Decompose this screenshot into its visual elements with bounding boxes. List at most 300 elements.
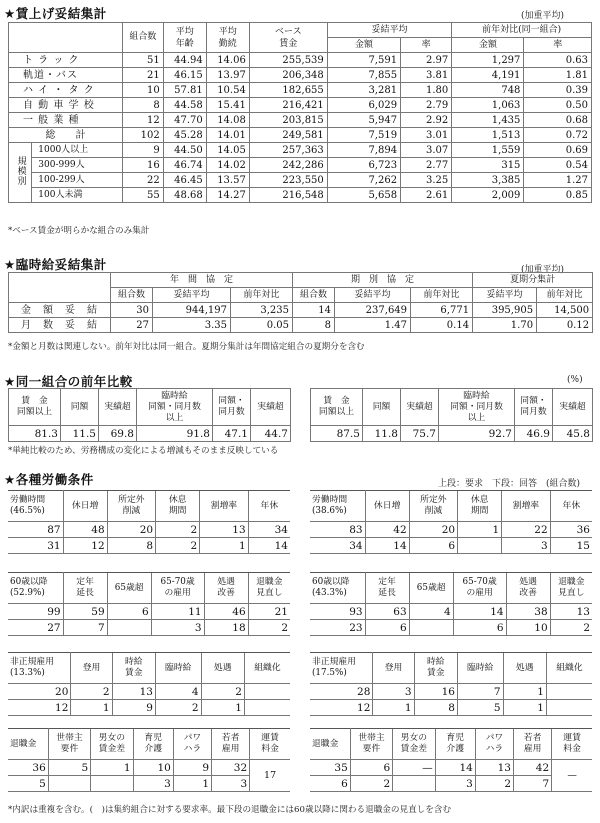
column-header: 休息 期間	[458, 491, 502, 522]
table-cell: 944,197	[153, 303, 231, 318]
section-wage-title: ★賃上げ妥結集計	[4, 6, 107, 21]
column-header: 退職金	[8, 729, 48, 760]
conditions-t2-left	[8, 572, 290, 636]
table-cell: —	[393, 760, 435, 776]
table-cell: 2.97	[401, 53, 452, 68]
table-cell	[48, 776, 90, 792]
table-cell: 22	[502, 522, 550, 538]
column-header: 実績超	[251, 389, 291, 426]
table-cell: 3,235	[231, 303, 293, 318]
table-row	[311, 389, 593, 426]
table-cell: 9	[173, 760, 211, 776]
table-row	[9, 389, 291, 426]
table-cell: 21	[123, 68, 164, 83]
table-cell: 14	[248, 538, 290, 554]
column-header: 臨時給	[457, 653, 503, 684]
table-cell: 14	[453, 604, 506, 620]
table-cell: 3	[435, 776, 475, 792]
table-cell: 2.79	[401, 98, 452, 113]
table-row	[8, 684, 290, 700]
table-cell: 12	[8, 700, 71, 716]
table-cell: 57.81	[163, 83, 206, 98]
table-cell: 223,550	[249, 173, 327, 188]
section-compare-unit: (%)	[567, 375, 583, 385]
column-header: 前年対比	[231, 288, 293, 303]
table-row	[9, 426, 291, 442]
compare-table-left	[8, 388, 291, 442]
table-cell: 27	[111, 318, 153, 333]
table-cell: 9	[123, 143, 164, 158]
table-cell: 182,655	[249, 83, 327, 98]
table-cell: 249,581	[249, 128, 327, 143]
table-cell: 6,029	[327, 98, 400, 113]
table-cell: 13	[112, 684, 155, 700]
table-row	[8, 776, 290, 792]
table-cell: 91.8	[137, 426, 213, 442]
table-cell: 16	[123, 158, 164, 173]
table-cell	[91, 776, 133, 792]
table-cell: 1.47	[335, 318, 411, 333]
column-header: 65-70歳 の雇用	[453, 573, 506, 604]
table-cell: 12	[123, 113, 164, 128]
table-cell: 0.63	[524, 53, 592, 68]
table-cell: 8	[414, 700, 457, 716]
table-cell	[458, 538, 502, 554]
table-cell: 2.61	[401, 188, 452, 203]
table-cell: 10.54	[206, 83, 249, 98]
table-cell: 14.01	[206, 128, 249, 143]
column-header: 運賃 料金	[552, 729, 592, 760]
table-cell: 47.70	[163, 113, 206, 128]
table-cell: 14	[293, 303, 335, 318]
column-header: 割増率	[502, 491, 550, 522]
column-header: 同額	[363, 389, 401, 426]
column-header: パワ ハラ	[173, 729, 211, 760]
table-cell: 36	[8, 760, 48, 776]
table-cell	[409, 620, 453, 636]
table-cell: 31	[8, 538, 63, 554]
table-cell: 1	[201, 700, 244, 716]
table-cell: 7	[457, 684, 503, 700]
table-cell: 315	[452, 158, 524, 173]
table-cell: 28	[310, 684, 373, 700]
table-cell: 13	[200, 522, 248, 538]
table-cell: 48	[63, 522, 107, 538]
table-cell: 7,591	[327, 53, 400, 68]
table-cell: 0.12	[537, 318, 593, 333]
table-cell: 3.07	[401, 143, 452, 158]
table-cell: 203,815	[249, 113, 327, 128]
table-cell: 748	[452, 83, 524, 98]
table-cell	[393, 776, 435, 792]
row-label: 300-999人	[32, 158, 123, 173]
column-header: 定年 延長	[365, 573, 409, 604]
table-cell: 3	[373, 684, 414, 700]
table-cell: 7,855	[327, 68, 400, 83]
column-header: 男女の 賃金差	[91, 729, 133, 760]
table-cell	[546, 700, 592, 716]
table-cell: 0.50	[524, 98, 592, 113]
table-cell: 34	[310, 538, 365, 554]
table-cell: 14	[365, 538, 409, 554]
table-cell: 6	[453, 620, 506, 636]
table-cell: 3	[212, 776, 250, 792]
table-cell: 46.9	[515, 426, 553, 442]
column-header: 実績超	[401, 389, 439, 426]
table-row	[8, 760, 290, 776]
row-label: 自 動 車 学 校	[9, 98, 123, 113]
table-cell: 44.94	[163, 53, 206, 68]
column-header: 時給 賃金	[112, 653, 155, 684]
table-cell: 20	[107, 522, 155, 538]
column-header: 妥結平均	[473, 288, 537, 303]
table-cell: 42	[514, 760, 552, 776]
column-header: 非正規雇用 (17.5%)	[310, 653, 373, 684]
table-row	[8, 620, 290, 636]
table-cell: 11	[151, 604, 204, 620]
table-cell: 8	[123, 98, 164, 113]
table-cell: 1,435	[452, 113, 524, 128]
table-cell: 46.45	[163, 173, 206, 188]
table-cell: 1	[71, 700, 112, 716]
section-conditions-legend: 上段：要求 下段：回答 (組合数)	[438, 479, 581, 489]
compare-note: *単純比較のため、労務構成の変化による増減もそのまま反映している	[8, 446, 279, 456]
table-cell: 4	[409, 604, 453, 620]
column-header: 同額・ 同月数	[213, 389, 251, 426]
conditions-t3-left	[8, 652, 290, 716]
column-header: 非正規雇用 (13.3%)	[8, 653, 71, 684]
table-row	[8, 700, 290, 716]
table-cell: 6,723	[327, 158, 400, 173]
table-cell: 36	[550, 522, 592, 538]
column-header: 割増率	[200, 491, 248, 522]
column-header: 組合数	[111, 288, 153, 303]
column-header: 休息 期間	[156, 491, 200, 522]
table-cell: 14	[435, 760, 475, 776]
row-label: 100人未満	[32, 188, 123, 203]
row-label: 月 数 妥 結	[9, 318, 111, 333]
table-cell: 6,771	[411, 303, 473, 318]
scale-label-text: 規模別	[15, 155, 26, 186]
column-header: 休日増	[365, 491, 409, 522]
col-prev-header: 前年対比(同一組合)	[452, 23, 592, 38]
row-label: 軌道・バス	[9, 68, 123, 83]
table-row	[8, 729, 290, 760]
table-cell: 7,519	[327, 128, 400, 143]
column-header: 時給 賃金	[414, 653, 457, 684]
table-cell: 20	[8, 684, 71, 700]
table-cell: 11.5	[61, 426, 99, 442]
table-cell: 13	[550, 604, 592, 620]
table-cell: 1.80	[401, 83, 452, 98]
table-row	[8, 604, 290, 620]
column-header: 育児 介護	[133, 729, 173, 760]
table-cell: 15	[550, 538, 592, 554]
scale-group-label	[9, 143, 32, 203]
table-cell: 216,548	[249, 188, 327, 203]
col-settle-rate-header: 率	[401, 38, 452, 53]
table-cell: 13.97	[206, 68, 249, 83]
table-cell: 14.27	[206, 188, 249, 203]
column-header: パワ ハラ	[475, 729, 513, 760]
table-cell: 99	[8, 604, 63, 620]
column-header: 65歳超	[409, 573, 453, 604]
table-cell: 6	[409, 538, 457, 554]
col-tenure-header: 平均 勤続	[206, 23, 249, 53]
table-cell: 1	[373, 700, 414, 716]
table-cell: 7	[63, 620, 107, 636]
section-conditions-title: ★各種労働条件	[4, 472, 94, 487]
bonus-note: *金額と月数は関連しない。前年対比は同一組合。夏期分集計は年間協定組合の夏期分を含む	[8, 342, 365, 352]
table-row	[9, 68, 592, 83]
table-cell: 1	[503, 700, 546, 716]
column-header: 育児 介護	[435, 729, 475, 760]
table-row	[310, 538, 592, 554]
column-header: 前年対比	[411, 288, 473, 303]
table-row	[310, 620, 592, 636]
table-cell: 23	[310, 620, 365, 636]
table-cell: 4	[155, 684, 201, 700]
table-cell: 216,421	[249, 98, 327, 113]
table-cell: 46.74	[163, 158, 206, 173]
table-cell: 0.54	[524, 158, 592, 173]
table-cell: 2	[156, 522, 200, 538]
table-cell: 10	[123, 83, 164, 98]
conditions-t4-right	[310, 728, 592, 792]
table-cell: 16	[414, 684, 457, 700]
column-header: 年休	[550, 491, 592, 522]
table-cell: 1,063	[452, 98, 524, 113]
table-cell: 87.5	[311, 426, 363, 442]
table-cell	[546, 684, 592, 700]
table-cell: 20	[409, 522, 457, 538]
table-cell: 5	[48, 760, 90, 776]
column-header: 世帯主 要件	[48, 729, 90, 760]
table-cell: 2	[550, 620, 592, 636]
column-header: 退職金 見直し	[248, 573, 290, 604]
wage-note: *ベース賃金が明らかな組合のみ集計	[8, 226, 150, 236]
table-cell: 8	[107, 538, 155, 554]
table-cell: 3,385	[452, 173, 524, 188]
column-header: 臨時給	[155, 653, 201, 684]
column-header: 処遇	[503, 653, 546, 684]
column-header: 運賃 料金	[250, 729, 290, 760]
column-header: 登用	[373, 653, 414, 684]
table-cell: 0.14	[411, 318, 473, 333]
table-cell: 83	[310, 522, 365, 538]
column-header: 60歳以降 (52.9%)	[8, 573, 63, 604]
table-cell: 3	[502, 538, 550, 554]
table-cell: 1.27	[524, 173, 592, 188]
table-cell: 0.39	[524, 83, 592, 98]
table-cell: 14.08	[206, 113, 249, 128]
table-cell: 206,348	[249, 68, 327, 83]
table-cell: 69.8	[99, 426, 137, 442]
col-base-header: ベース 賃金	[249, 23, 327, 53]
table-cell: 0.05	[231, 318, 293, 333]
bonus-settlement-table	[8, 272, 593, 333]
scale-row	[9, 158, 592, 173]
table-cell: 102	[123, 128, 164, 143]
column-header: 実績超	[99, 389, 137, 426]
section-compare-title: ★同一組合の前年比較	[4, 374, 133, 389]
column-header: 登用	[71, 653, 112, 684]
wage-settlement-table	[8, 22, 592, 203]
table-cell: 14,500	[537, 303, 593, 318]
table-row	[8, 653, 290, 684]
table-cell: 2	[248, 620, 290, 636]
table-cell: 10	[133, 760, 173, 776]
table-cell: 14.06	[206, 53, 249, 68]
table-cell: 7,262	[327, 173, 400, 188]
table-cell	[244, 700, 290, 716]
table-cell: 7,894	[327, 143, 400, 158]
compare-table-right	[310, 388, 593, 442]
row-label: ト ラ ッ ク	[9, 53, 123, 68]
table-cell: 15.41	[206, 98, 249, 113]
table-cell: 0.85	[524, 188, 592, 203]
table-row	[310, 760, 592, 776]
table-cell: 0.69	[524, 143, 592, 158]
scale-row	[9, 188, 592, 203]
conditions-t2-right	[310, 572, 592, 636]
table-row	[311, 426, 593, 442]
table-cell: 14.05	[206, 143, 249, 158]
table-cell: 55	[123, 188, 164, 203]
table-cell: 8	[293, 318, 335, 333]
column-header: 処遇 改善	[204, 573, 248, 604]
column-header: 賃 金 同額以上	[9, 389, 61, 426]
table-cell: 2.77	[401, 158, 452, 173]
column-header: 処遇	[201, 653, 244, 684]
scale-row	[9, 143, 592, 158]
table-cell: 2.92	[401, 113, 452, 128]
total-row	[9, 128, 592, 143]
table-cell: 48.68	[163, 188, 206, 203]
table-cell: 44.50	[163, 143, 206, 158]
row-label: 1000人以上	[32, 143, 123, 158]
table-cell: 1,559	[452, 143, 524, 158]
table-row	[9, 98, 592, 113]
column-header: 若者 雇用	[212, 729, 250, 760]
table-cell: 32	[212, 760, 250, 776]
table-cell: 3.25	[401, 173, 452, 188]
table-cell: 1	[458, 522, 502, 538]
table-row	[310, 653, 592, 684]
table-cell: 34	[248, 522, 290, 538]
column-header: 所定外 削減	[409, 491, 457, 522]
column-header: 所定外 削減	[107, 491, 155, 522]
table-cell: 10	[506, 620, 550, 636]
column-header: 臨時給 同額・同月数 以上	[137, 389, 213, 426]
table-cell: 2	[201, 684, 244, 700]
table-cell: 2	[350, 776, 392, 792]
table-cell: 13.57	[206, 173, 249, 188]
column-header: 休日増	[63, 491, 107, 522]
table-cell: 93	[310, 604, 365, 620]
col-count-header: 組合数	[123, 23, 164, 53]
table-row	[310, 700, 592, 716]
table-row	[310, 684, 592, 700]
table-cell: 242,286	[249, 158, 327, 173]
column-header: 臨時給 同額・同月数 以上	[439, 389, 515, 426]
bonus-group-summer: 夏期分集計	[473, 273, 593, 288]
table-row	[8, 522, 290, 538]
table-cell: 3.01	[401, 128, 452, 143]
table-cell: 2	[155, 700, 201, 716]
table-row	[8, 573, 290, 604]
table-cell: 1	[173, 776, 211, 792]
table-cell: 11.8	[363, 426, 401, 442]
table-row	[9, 303, 593, 318]
bonus-group-annual: 年 間 協 定	[111, 273, 293, 288]
table-row	[310, 491, 592, 522]
table-cell: 38	[506, 604, 550, 620]
table-row	[8, 538, 290, 554]
column-header: 賃 金 同額以上	[311, 389, 363, 426]
table-cell: 3.81	[401, 68, 452, 83]
table-cell: 1.81	[524, 68, 592, 83]
column-header: 同額	[61, 389, 99, 426]
table-cell: 75.7	[401, 426, 439, 442]
column-header: 前年対比	[537, 288, 593, 303]
table-cell: 9	[112, 700, 155, 716]
table-row	[310, 604, 592, 620]
column-header: 妥結平均	[153, 288, 231, 303]
row-label: 一 般 業 種	[9, 113, 123, 128]
table-cell: 4,191	[452, 68, 524, 83]
table-cell: 44.58	[163, 98, 206, 113]
table-cell: 2	[71, 684, 112, 700]
col-settle-header: 妥結平均	[327, 23, 452, 38]
column-header: 世帯主 要件	[350, 729, 392, 760]
table-cell: 92.7	[439, 426, 515, 442]
table-cell: 1,513	[452, 128, 524, 143]
column-header: 実績超	[553, 389, 593, 426]
conditions-t1-right	[310, 490, 592, 554]
table-cell	[244, 684, 290, 700]
table-cell: 81.3	[9, 426, 61, 442]
table-cell: 395,905	[473, 303, 537, 318]
column-header: 組織化	[546, 653, 592, 684]
table-cell: 2	[156, 538, 200, 554]
column-header: 60歳以降 (43.3%)	[310, 573, 365, 604]
conditions-note: *内訳は重複を含む。( )は集約組合に対する要求率。最下段の退職金には60歳以降に関わる退職金の見直しを含む	[8, 805, 452, 815]
conditions-t1-left	[8, 490, 290, 554]
column-header: 男女の 賃金差	[393, 729, 435, 760]
table-cell: 59	[63, 604, 107, 620]
table-cell: 51	[123, 53, 164, 68]
table-cell: 3.35	[153, 318, 231, 333]
conditions-t3-right	[310, 652, 592, 716]
column-header: 同額・ 同月数	[515, 389, 553, 426]
section-wage-unit: (加重平均)	[521, 11, 565, 21]
bonus-group-period: 期 別 協 定	[293, 273, 473, 288]
table-row	[310, 522, 592, 538]
table-cell: 2	[475, 776, 513, 792]
table-row	[310, 729, 592, 760]
row-label: ハ イ ・ タ ク	[9, 83, 123, 98]
column-header: 定年 延長	[63, 573, 107, 604]
table-cell: 257,363	[249, 143, 327, 158]
col-prev-amount-header: 金額	[452, 38, 524, 53]
section-bonus-unit: (加重平均)	[521, 265, 565, 275]
table-cell: 22	[123, 173, 164, 188]
section-bonus-title: ★臨時給妥結集計	[4, 257, 107, 272]
table-cell: 27	[8, 620, 63, 636]
table-cell: 21	[248, 604, 290, 620]
column-header: 組合数	[293, 288, 335, 303]
